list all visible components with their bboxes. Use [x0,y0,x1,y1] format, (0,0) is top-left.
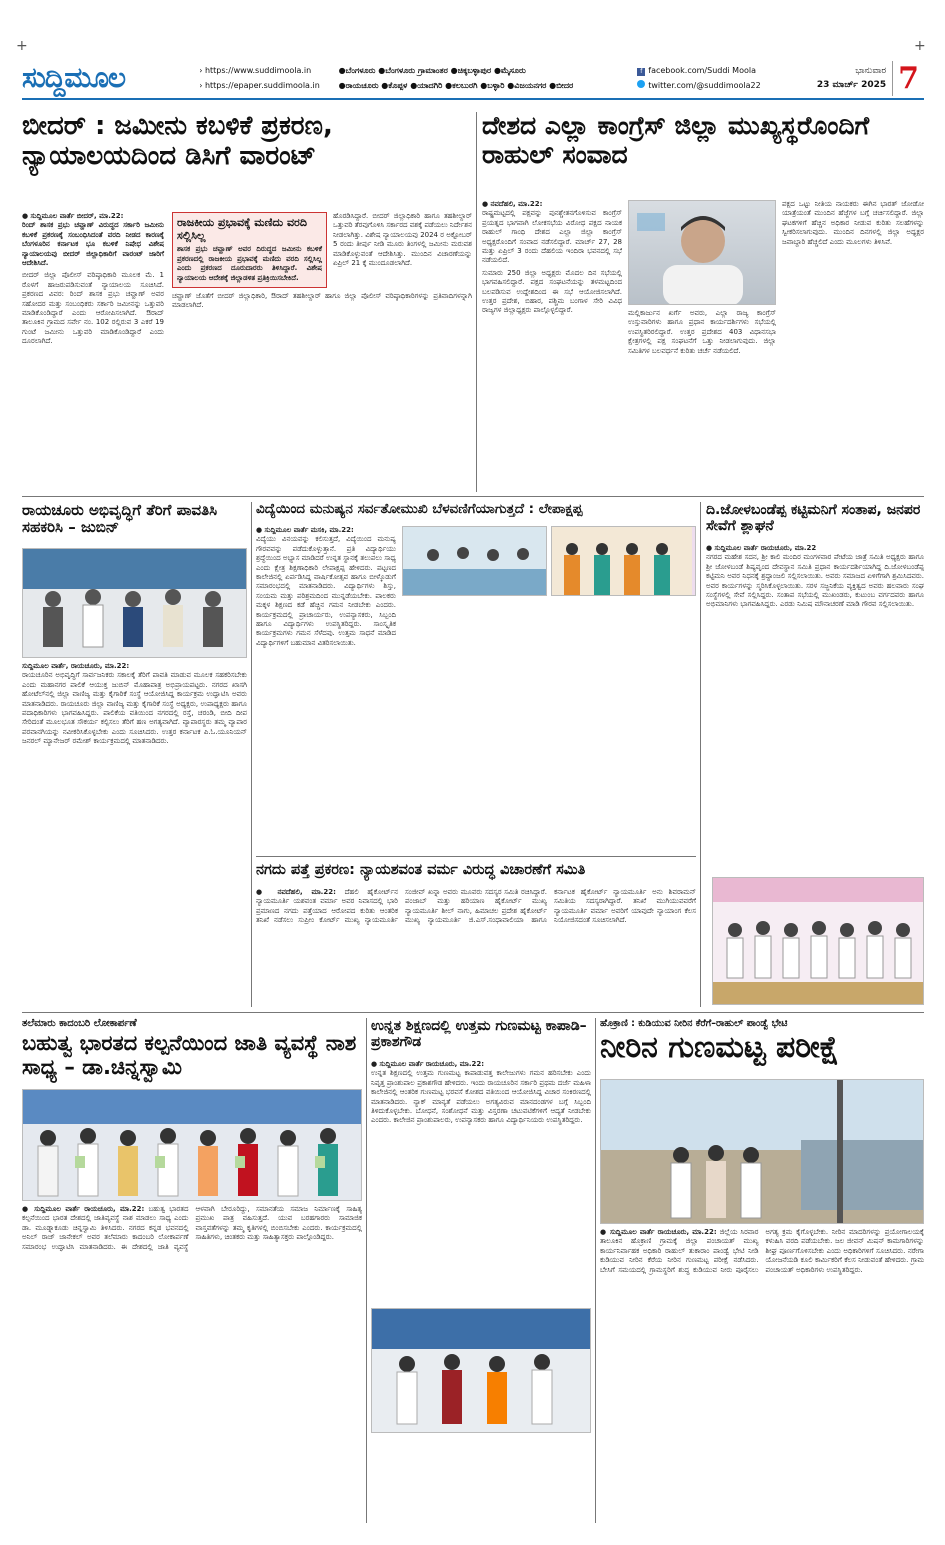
column-divider [595,1018,596,1523]
facebook-icon: f [637,68,645,76]
students-illustration [552,527,692,596]
story-column [22,212,164,347]
story-body: ಹೊರಡಿಸಿದ್ದಾರೆ. ಬೀದರ್ ಜಿಲ್ಲಾಧಿಕಾರಿ ಹಾಗೂ ತಹಶೀಲ್ದಾರ್ ಒತ್ತುವರಿ ತೆರವುಗೊಳಿಸಿ ಸರ್ಕಾರದ ವಶಕ್ಕೆ ಪಡೆಯಲು ನಿರ್ದೇಶನ ನೀಡಲಾಗಿತ್ತು. ವಿಶೇಷ ನ್ಯಾಯಾಲಯವು 2024 ರ ಅಕ್ಟೋಬರ್ 5 ರಂದು ತೀರ್ಪು ನೀಡಿ ಮೂರು ತಿಂಗಳಲ್ಲಿ ಜಮೀನು ಮರುವಶ ಮಾಡಿಕೊಳ್ಳುವಂತೆ ಆದೇಶಿಸಿತ್ತು. ಮುಂದಿನ ವಿಚಾರಣೆಯನ್ನು ಏಪ್ರಿಲ್ 21 ಕ್ಕೆ ಮುಂದೂಡಲಾಗಿದೆ. [333,212,472,268]
sidebar-box-text: ಶಾಸಕ ಪ್ರಭು ಚವ್ಹಾಣ್ ಅವರ ದಿರುದ್ಧದ ಜಮೀನು ಕಬಳಿಕೆ ಪ್ರಕರಣದಲ್ಲಿ ರಾಜಕೀಯ ಪ್ರಭಾವಕ್ಕೆ ಮಣಿದು ವರದಿ ಸಲ್ಲಿಸಿಲ್ಲ ಎಂದು ಪ್ರಕರಣದ ದೂರುದಾರರು ತಿಳಿಸಿದ್ದಾರೆ. ವಿಶೇಷ ನ್ಯಾಯಾಲಯ ಆದೇಶಕ್ಕೆ ಜಿಲ್ಲಾಡಳಿತ ಪ್ರತಿಕ್ರಿಯಿಸಬೇಕಿದೆ. [177,245,322,282]
story-raichur-tax [22,502,247,1007]
story-column [256,526,396,648]
story-byline: ● ಸುದ್ದಿಮೂಲ ವಾರ್ತೆ ರಾಯಚೂರು, ಮಾ.22 [706,544,817,552]
story-column [22,1205,362,1252]
stage-illustration [403,527,547,596]
issue-date-text: 23 ಮಾರ್ಚ್ 2025 [816,80,887,90]
twitter-text: twitter.com/@suddimoola22 [648,81,761,90]
story-water-quality [600,1018,924,1523]
story-kattimani [706,502,924,1007]
event-photo [22,548,247,658]
story-lepakshappa [256,502,696,852]
book-release-photo [22,1089,362,1201]
event-photo [551,526,696,596]
row-divider [22,496,924,497]
story-byline: ● ನವದೆಹಲಿ, ಮಾ.22: [482,200,543,208]
page-number: 7 [892,61,924,96]
story-body: ಜಿಲ್ಲೆಯ ಸಿರವಾರ ತಾಲೂಕಿನ ಹೊಕ್ರಾಣಿ ಗ್ರಾಮಕ್ಕೆ ಜಿಲ್ಲಾ ಪಂಚಾಯತ್ ಮುಖ್ಯ ಕಾರ್ಯನಿರ್ವಾಹಕ ಅಧಿಕಾರಿ ರಾಹುಲ್ ತುಕಾರಾಂ ಪಾಂಡ್ವೆ ಭೇಟಿ ನೀಡಿ ಕುಡಿಯುವ ನೀರಿನ ಕೆರೆಯ ನೀರಿನ ಗುಣಮಟ್ಟ ಪರೀಕ್ಷೆ ನಡೆಸಿದರು. ಬೇಸಿಗೆ ಸಮಯದಲ್ಲಿ ಗ್ರಾಮಸ್ಥರಿಗೆ ಶುದ್ಧ ಕುಡಿಯುವ ನೀರು ಪೂರೈಸಲು ಅಗತ್ಯ ಕ್ರಮ ಕೈಗೊಳ್ಳಬೇಕು. ನೀರಿನ ಮಾದರಿಗಳನ್ನು ಪ್ರಯೋಗಾಲಯಕ್ಕೆ ಕಳುಹಿಸಿ ವರದಿ ಪಡೆಯಬೇಕು. ಜಲ ಜೀವನ್ ಮಿಷನ್ ಕಾಮಗಾರಿಗಳನ್ನು ಶೀಘ್ರ ಪೂರ್ಣಗೊಳಿಸಬೇಕು ಎಂದು ಅಧಿಕಾರಿಗಳಿಗೆ ಸೂಚಿಸಿದರು. ನರೇಗಾ ಯೋಜನೆಯಡಿ ಕೂಲಿ ಕಾರ್ಮಿಕರಿಗೆ ಕೆಲಸ ನೀಡುವಂತೆ ಹೇಳಿದರು. ಗ್ರಾಮ ಪಂಚಾಯತ್ ಅಧಿಕಾರಿಗಳು ಉಪಸ್ಥಿತರಿದ್ದರು. [600,1228,924,1274]
story-headline: ನಗದು ಪತ್ತೆ ಪ್ರಕರಣ: ನ್ಯಾಯಶವಂತ ವರ್ಮ ವಿರುದ್ಧ ವಿಚಾರಣೆಗೆ ಸಮಿತಿ [256,862,586,878]
facebook-text: facebook.com/Suddi Moola [648,66,756,75]
epaper-link[interactable]: › https://epaper.suddimoola.in [199,81,320,90]
facebook-link[interactable] [637,63,806,78]
story-column [256,888,696,926]
story-headline: ಉನ್ನತ ಶಿಕ್ಷಣದಲ್ಲಿ ಉತ್ತಮ ಗುಣಮಟ್ಟ ಕಾಪಾಡಿ–ಪ್ರಕಾಶಗೌಡ [371,1018,587,1051]
district-line-1: ●ಬೆಂಗಳೂರು ●ಬೆಂಗಳೂರು ಗ್ರಾಮಾಂತರ ●ಚಿಕ್ಕಬಳ್ಳಾಪುರ ●ಮೈಸೂರು [338,66,526,75]
twitter-link[interactable] [637,78,806,93]
story-body: ಬೀದರ್ ಜಿಲ್ಲಾ ಪೊಲೀಸ್ ವರಿಷ್ಠಾಧಿಕಾರಿ ಮೂಲಕ ಮೆ. 1 ರೊಳಗೆ ಹಾಜರುಪಡಿಸುವಂತೆ ನ್ಯಾಯಾಲಯ ಸೂಚಿಸಿದೆ. ಪ್ರಕರಣದ ವಿವರ: ರಿಂದ್ ಶಾಸಕ ಪ್ರಭು ಚವ್ಹಾಣ್ ಅವರ ಸಹೋದರ ಮತ್ತು ಸಂಬಂಧಿಕರು ಸರ್ಕಾರಿ ಜಮೀನನ್ನು ಒತ್ತುವರಿ ಮಾಡಿಕೊಂಡಿದ್ದಾರೆ ಎಂದು ಆರೋಪಿಸಲಾಗಿದೆ. ಔರಾದ್ ತಾಲೂಕಿನ ಗ್ರಾಮದ ಸರ್ವೇ ನಂ. 102 ರಲ್ಲಿರುವ 3 ಎಕರೆ 19 ಗುಂಟೆ ಜಮೀನು ಒತ್ತುವರಿ ಮಾಡಿಕೊಂಡಿದ್ದಾರೆ ಎಂದು ದೂರಲಾಗಿದೆ. [22,271,164,346]
column-divider [366,1018,367,1523]
story-body: ಪಕ್ಷದ ಒಟ್ಟು ನೀತಿಯ ನಾಯಕರು ಈಗಿನ ಭಾರತ್ ಜೋಡೋ ಯಾತ್ರೆಯಂತೆ ಮುಂದಿನ ಹೆಜ್ಜೆಗಳ ಬಗ್ಗೆ ಚರ್ಚಿಸಲಿದ್ದಾರೆ. ಜಿಲ್ಲಾ ಘಟಕಗಳಿಗೆ ಹೆಚ್ಚಿನ ಅಧಿಕಾರ ನೀಡುವ ಕುರಿತು ಸಲಹೆಗಳನ್ನು ಸ್ವೀಕರಿಸಲಾಗುವುದು. ಮುಂದಿನ ದಿನಗಳಲ್ಲಿ ಜಿಲ್ಲಾ ಅಧ್ಯಕ್ಷರ ಜವಾಬ್ದಾರಿ ಹೆಚ್ಚಲಿದೆ ಎಂದು ಮೂಲಗಳು ತಿಳಿಸಿವೆ. [782,200,924,246]
seminar-photo [371,1308,591,1433]
story-byline: ಸುದ್ದಿಮೂಲ ವಾರ್ತೆ, ರಾಯಚೂರು, ಮಾ.22: [22,662,130,670]
story-judge-varma [256,862,696,1007]
story-body: ಬಹುತ್ವ ಭಾರತದ ಕಲ್ಪನೆಯಿಂದ ಭಾರತ ದೇಶದಲ್ಲಿ ಜಾತಿವ್ಯವಸ್ಥೆ ನಾಶ ಮಾಡಲು ಸಾಧ್ಯ ಎಂದು ಡಾ. ಮೂಡ್ನಾಕೂಡು ಚಿನ್ನಸ್ವಾಮಿ ತಿಳಿಸಿದರು. ನಗರದ ಕನ್ನಡ ಭವನದಲ್ಲಿ ಅನಿಲ್ ರಾಜ್ ಜಾನೇಕಲ್ ಅವರ ತಲೆಮಾರು ಕಾದಂಬರಿ ಲೋಕಾರ್ಪಣೆ ಸಮಾರಂಭ ಉದ್ಘಾಟಿಸಿ ಮಾತನಾಡಿದರು. ಈ ದೇಶದಲ್ಲಿ ಜಾತಿ ವ್ಯವಸ್ಥೆ ಆಳವಾಗಿ ಬೇರೂರಿದ್ದು, ಸಮಾನತೆಯ ಸಮಾಜ ನಿರ್ಮಾಣಕ್ಕೆ ಸಾಹಿತ್ಯ ಪ್ರಮುಖ ಪಾತ್ರ ವಹಿಸುತ್ತದೆ. ಯುವ ಬರಹಗಾರರು ಸಾಮಾಜಿಕ ವಾಸ್ತವತೆಗಳನ್ನು ತಮ್ಮ ಕೃತಿಗಳಲ್ಲಿ ಬಿಂಬಿಸಬೇಕು ಎಂದರು. ಕಾರ್ಯಕ್ರಮದಲ್ಲಿ ಸಾಹಿತಿಗಳು, ಚಿಂತಕರು ಮತ್ತು ಸಾಹಿತ್ಯಾಸಕ್ತರು ಪಾಲ್ಗೊಂಡಿದ್ದರು. [22,1205,362,1251]
row-divider [22,1012,924,1013]
event-photo [402,526,547,596]
inspection-illustration [601,1080,924,1224]
crop-mark-right: + [914,38,926,54]
story-byline: ● ಸುದ್ದಿಮೂಲ ವಾರ್ತೆ ಮಸಕಿ, ಮಾ.22: [256,526,354,534]
story-body: ಸುಮಾರು 250 ಜಿಲ್ಲಾ ಅಧ್ಯಕ್ಷರು ಮೊದಲ ದಿನ ಸಭೆಯಲ್ಲಿ ಭಾಗವಹಿಸಲಿದ್ದಾರೆ. ಪಕ್ಷದ ಸಂಘಟನೆಯನ್ನು ತಳಮಟ್ಟದಿಂದ ಬಲಪಡಿಸುವ ಉದ್ದೇಶದಿಂದ ಈ ಸಭೆ ಆಯೋಜಿಸಲಾಗಿದೆ. ಉತ್ತರ ಪ್ರದೇಶ, ಬಿಹಾರ, ಪಶ್ಚಿಮ ಬಂಗಾಳ ಸೇರಿ ವಿವಿಧ ರಾಜ್ಯಗಳ ಜಿಲ್ಲಾಧ್ಯಕ್ಷರು ಪಾಲ್ಗೊಳ್ಳಲಿದ್ದಾರೆ. [482,268,622,315]
row-divider [256,856,696,857]
issue-date [807,64,887,92]
story-headline: ನೀರಿನ ಗುಣಮಟ್ಟ ಪರೀಕ್ಷೆ [600,1030,840,1065]
story-byline: ● ಸುದ್ದಿಮೂಲ ವಾರ್ತೆ ಬೀದರ್, ಮಾ.22: [22,212,124,220]
group-event-illustration [23,549,247,658]
story-headline: ದೇಶದ ಎಲ್ಲಾ ಕಾಂಗ್ರೆಸ್ ಜಿಲ್ಲಾ ಮುಖ್ಯಸ್ಥರೊಂದಿಗೆ ರಾಹುಲ್ ಸಂವಾದ [482,112,870,169]
story-headline: ರಾಯಚೂರು ಅಭಿವೃದ್ಧಿಗೆ ತೆರಿಗೆ ಪಾವತಿಸಿ ಸಹಕರಿಸಿ – ಜುಬಿನ್ [22,502,218,537]
story-body: ಚವ್ಹಾಣ್ ಜೊತೆಗೆ ಬೀದರ್ ಜಿಲ್ಲಾಧಿಕಾರಿ, ಔರಾದ್ ತಹಶೀಲ್ದಾರ್ ಹಾಗೂ ಜಿಲ್ಲಾ ಪೊಲೀಸ್ ವರಿಷ್ಠಾಧಿಕಾರಿಗಳನ್ನು ಪ್ರತಿವಾದಿಗಳನ್ನಾಗಿ ಮಾಡಲಾಗಿದೆ. [172,291,472,310]
story-kicker: ಹೊಕ್ರಾಣಿ : ಕುಡಿಯುವ ನೀರಿನ ಕೆರೆಗೆ–ರಾಹುಲ್ ಪಾಂಡ್ವೆ ಭೇಟಿ [600,1018,788,1029]
story-body: ವಿದ್ಯೆಯು ವಿನಯವನ್ನು ಕಲಿಸುತ್ತದೆ, ವಿದ್ಯೆಯಿಂದ ಮನುಷ್ಯ ಗೌರವವನ್ನು ಪಡೆದುಕೊಳ್ಳುತ್ತಾನೆ. ಪ್ರತಿ ವಿದ್ಯಾರ್ಥಿಯು ಶ್ರದ್ಧೆಯಿಂದ ಅಭ್ಯಾಸ ಮಾಡಿದರೆ ಉನ್ನತ ಸ್ಥಾನಕ್ಕೆ ತಲುಪಲು ಸಾಧ್ಯ ಎಂದು ಕ್ಷೇತ್ರ ಶಿಕ್ಷಣಾಧಿಕಾರಿ ಲೇಪಾಕ್ಷಪ್ಪ ಹೇಳಿದರು. ಪಟ್ಟಣದ ಕಾಲೇಜಿನಲ್ಲಿ ಏರ್ಪಡಿಸಿದ್ದ ವಾರ್ಷಿಕೋತ್ಸವ ಹಾಗೂ ಬೀಳ್ಕೊಡುಗೆ ಸಮಾರಂಭದಲ್ಲಿ ಮಾತನಾಡಿದರು. ವಿದ್ಯಾರ್ಥಿಗಳು ಶಿಸ್ತು, ಸಂಯಮ ಮತ್ತು ಪರಿಶ್ರಮದಿಂದ ಮುನ್ನಡೆಯಬೇಕು. ಪಾಲಕರು ಮಕ್ಕಳ ಶಿಕ್ಷಣದ ಕಡೆ ಹೆಚ್ಚಿನ ಗಮನ ನೀಡಬೇಕು ಎಂದರು. ಕಾರ್ಯಕ್ರಮದಲ್ಲಿ ಪ್ರಾಚಾರ್ಯರು, ಉಪನ್ಯಾಸಕರು, ಸಿಬ್ಬಂದಿ ಹಾಗೂ ವಿದ್ಯಾರ್ಥಿಗಳು ಉಪಸ್ಥಿತರಿದ್ದರು. ಸಾಂಸ್ಕೃತಿಕ ಕಾರ್ಯಕ್ರಮಗಳು ಗಮನ ಸೆಳೆದವು. ಉತ್ತಮ ಸಾಧನೆ ಮಾಡಿದ ವಿದ್ಯಾರ್ಥಿಗಳಿಗೆ ಬಹುಮಾನ ವಿತರಿಸಲಾಯಿತು. [256,535,396,647]
story-lede: ರಿಂದ್ ಶಾಸಕ ಪ್ರಭು ಚವ್ಹಾಣ್ ವಿರುದ್ಧದ ಸರ್ಕಾರಿ ಜಮೀನು ಕಬಳಿಕೆ ಪ್ರಕರಣಕ್ಕೆ ಸಂಬಂಧಿಸಿದಂತೆ ವರದಿ ನೀಡದ ಕಾರಣಕ್ಕೆ ಬೆಂಗಳೂರಿನ ಕರ್ನಾಟಕ ಭೂ ಕಬಳಿಕೆ ನಿಷೇಧ ವಿಶೇಷ ನ್ಯಾಯಾಲಯವು ಬೀದರ್ ಜಿಲ್ಲಾಧಿಕಾರಿಗೆ ವಾರಂಟ್ ಜಾರಿಗೆ ಆದೇಶಿಸಿದೆ. [22,221,164,268]
story-column [22,662,247,747]
story-chinnaswamy [22,1018,362,1523]
story-byline: ● ಸುದ್ದಿಮೂಲ ವಾರ್ತೆ ರಾಯಚೂರು, ಮಾ.22: [371,1060,485,1068]
story-column [482,200,622,356]
story-headline: ದಿ.ಜೋಳಬಂಡೆಪ್ಪ ಕಟ್ಟಿಮನಿಗೆ ಸಂತಾಪ, ಜನಪರ ಸೇವೆಗೆ ಶ್ಲಾಘನೆ [706,502,921,535]
story-column [706,544,924,610]
story-body: ರಾಷ್ಟ್ರಮಟ್ಟದಲ್ಲಿ ಪಕ್ಷವನ್ನು ಪುನಶ್ಚೇತನಗೊಳಿಸುವ ಕಾಂಗ್ರೆಸ್ ಪ್ರಯತ್ನದ ಭಾಗವಾಗಿ ಲೋಕಸಭೆಯ ವಿರೋಧ ಪಕ್ಷದ ನಾಯಕ ರಾಹುಲ್ ಗಾಂಧಿ ದೇಶದ ಎಲ್ಲಾ ಜಿಲ್ಲಾ ಕಾಂಗ್ರೆಸ್ ಅಧ್ಯಕ್ಷರೊಂದಿಗೆ ಸಂವಾದ ನಡೆಸಲಿದ್ದಾರೆ. ಮಾರ್ಚ್ 27, 28 ಮತ್ತು ಏಪ್ರಿಲ್ 3 ರಂದು ದೆಹಲಿಯ ಇಂದಿರಾ ಭವನದಲ್ಲಿ ಸಭೆ ನಡೆಯಲಿದೆ. [482,209,622,265]
column-divider [251,502,252,1007]
condolence-photo [712,877,924,1005]
story-byline: ● ಸುದ್ದಿಮೂಲ ವಾರ್ತೆ ರಾಯಚೂರು, ಮಾ.22: [22,1205,145,1213]
issue-day: ಭಾನುವಾರ [855,66,887,76]
district-line-2: ●ರಾಯಚೂರು ●ಕೊಪ್ಪಳ ●ಯಾದಗಿರಿ ●ಕಲಬುರಗಿ ●ಬಳ್ಳಾರಿ ●ವಿಜಯನಗರ ●ಬೀದರ [338,81,574,90]
masthead [22,58,924,100]
district-list [339,63,638,93]
story-bidar-land [22,112,472,492]
story-kicker: ತಲೆಮಾರು ಕಾದಂಬರಿ ಲೋಕಾರ್ಪಣೆ [22,1018,137,1029]
story-column [371,1060,591,1126]
story-body: ದೆಹಲಿ ಹೈಕೋರ್ಟ್‌ನ ನ್ಯಾಯಮೂರ್ತಿ ಯಶವಂತ ವರ್ಮಾ ಅವರ ನಿವಾಸದಲ್ಲಿ ಭಾರಿ ಪ್ರಮಾಣದ ನಗದು ಪತ್ತೆಯಾದ ಆರೋಪದ ಕುರಿತು ಆಂತರಿಕ ತನಿಖೆ ನಡೆಸಲು ಸುಪ್ರೀಂ ಕೋರ್ಟ್ ಮುಖ್ಯ ನ್ಯಾಯಮೂರ್ತಿ ಸಂಜೀವ್ ಖನ್ನಾ ಅವರು ಮೂವರು ಸದಸ್ಯರ ಸಮಿತಿ ರಚಿಸಿದ್ದಾರೆ. ಪಂಜಾಬ್ ಮತ್ತು ಹರಿಯಾಣ ಹೈಕೋರ್ಟ್ ಮುಖ್ಯ ನ್ಯಾಯಮೂರ್ತಿ ಶೀಲ್ ನಾಗು, ಹಿಮಾಚಲ ಪ್ರದೇಶ ಹೈಕೋರ್ಟ್ ಮುಖ್ಯ ನ್ಯಾಯಮೂರ್ತಿ ಜಿ.ಎಸ್.ಸಂಧಾವಾಲಿಯಾ ಹಾಗೂ ಕರ್ನಾಟಕ ಹೈಕೋರ್ಟ್ ನ್ಯಾಯಮೂರ್ತಿ ಅನು ಶಿವರಾಮನ್ ಸಮಿತಿಯ ಸದಸ್ಯರಾಗಿದ್ದಾರೆ. ತನಿಖೆ ಮುಗಿಯುವವರೆಗೆ ನ್ಯಾಯಮೂರ್ತಿ ವರ್ಮಾ ಅವರಿಗೆ ಯಾವುದೇ ನ್ಯಾಯಾಂಗ ಕೆಲಸ ನಿಯೋಜಿಸದಂತೆ ಸೂಚಿಸಲಾಗಿದೆ. [256,888,696,925]
book-release-illustration [23,1090,362,1201]
story-byline: ● ನವದೆಹಲಿ, ಮಾ.22: [256,888,336,896]
story-body: ನಗರದ ಮಹೇಶ ಸದನ, ಶ್ರೀ ಕಾಲಿ ಮಂದಿರ ಮಂಗಳವಾರ ಪೇಟೆಯ ಜಾತ್ರೆ ಸಮಿತಿ ಅಧ್ಯಕ್ಷರು ಹಾಗೂ ಶ್ರೀ ಜೋಳಬಂಡೆ ಶಿಷ್ಯವೃಂದ ದೇವಸ್ಥಾನ ಸಮಿತಿ ಪ್ರಧಾನ ಕಾರ್ಯದರ್ಶಿಯಾಗಿದ್ದ ದಿ.ಜೋಳಬಂಡೆಪ್ಪ ಕಟ್ಟಿಮನಿ ಅವರ ನಿಧನಕ್ಕೆ ಶ್ರದ್ಧಾಂಜಲಿ ಸಲ್ಲಿಸಲಾಯಿತು. ಅವರು ಸಮಾಜದ ಏಳಿಗೆಗಾಗಿ ಶ್ರಮಿಸಿದವರು. ಅವರ ಕಾರ್ಯಗಳನ್ನು ಸ್ಮರಿಸಿಕೊಳ್ಳಲಾಯಿತು. ಸರಳ ಸಜ್ಜನಿಕೆಯ ವ್ಯಕ್ತಿತ್ವದ ಅವರು ಹಲವಾರು ಸಂಘ ಸಂಸ್ಥೆಗಳಲ್ಲಿ ಸೇವೆ ಸಲ್ಲಿಸಿದ್ದರು. ಸಂತಾಪ ಸಭೆಯಲ್ಲಿ ಮುಖಂಡರು, ಕುಟುಂಬ ವರ್ಗದವರು ಹಾಗೂ ಅಭಿಮಾನಿಗಳು ಭಾಗವಹಿಸಿದ್ದರು. ಎರಡು ನಿಮಿಷ ಮೌನಾಚರಣೆ ಮಾಡಿ ಗೌರವ ಸಲ್ಲಿಸಲಾಯಿತು. [706,553,924,609]
newspaper-logo: ಸುದ್ದಿಮೂಲ [22,61,126,94]
website-links [199,63,338,93]
water-inspection-photo [600,1079,924,1224]
story-body: ಉನ್ನತ ಶಿಕ್ಷಣದಲ್ಲಿ ಉತ್ತಮ ಗುಣಮಟ್ಟ ಕಾಪಾಡುವತ್ತ ಕಾಲೇಜುಗಳು ಗಮನ ಹರಿಸಬೇಕು ಎಂದು ನಿವೃತ್ತ ಪ್ರಾಂಶುಪಾಲ ಪ್ರಕಾಶಗೌಡ ಹೇಳಿದರು. ಇಂದು ರಾಯಚೂರಿನ ಸರ್ಕಾರಿ ಪ್ರಥಮ ದರ್ಜೆ ಮಹಿಳಾ ಕಾಲೇಜಿನಲ್ಲಿ ಆಂತರಿಕ ಗುಣಮಟ್ಟ ಭರವಸೆ ಕೋಶದ ವತಿಯಿಂದ ಆಯೋಜಿಸಿದ್ದ ವಿಚಾರ ಸಂಕಿರಣದಲ್ಲಿ ಮಾತನಾಡಿದರು. ನ್ಯಾಕ್ ಮಾನ್ಯತೆ ಪಡೆಯಲು ಅಗತ್ಯವಿರುವ ಮಾನದಂಡಗಳ ಬಗ್ಗೆ ಸಿಬ್ಬಂದಿ ತಿಳಿದುಕೊಳ್ಳಬೇಕು. ಬೋಧನೆ, ಸಂಶೋಧನೆ ಮತ್ತು ವಿಸ್ತರಣಾ ಚಟುವಟಿಕೆಗಳಿಗೆ ಆದ್ಯತೆ ನೀಡಬೇಕು ಎಂದರು. ಕಾಲೇಜಿನ ಪ್ರಾಂಶುಪಾಲರು, ಉಪನ್ಯಾಸಕರು ಹಾಗೂ ವಿದ್ಯಾರ್ಥಿನಿಯರು ಉಪಸ್ಥಿತರಿದ್ದರು. [371,1069,591,1125]
story-headline: ಬಹುತ್ವ ಭಾರತದ ಕಲ್ಪನೆಯಿಂದ ಜಾತಿ ವ್ಯವಸ್ಥೆ ನಾಶ ಸಾಧ್ಯ – ಡಾ.ಚಿನ್ನಸ್ವಾಮಿ [22,1031,357,1080]
story-body: ರಾಯಚೂರಿನ ಅಭಿವೃದ್ಧಿಗೆ ಸಾರ್ವಜನಿಕರು ಸಕಾಲಕ್ಕೆ ತೆರಿಗೆ ಪಾವತಿ ಮಾಡುವ ಮೂಲಕ ಸಹಕರಿಸಬೇಕು ಎಂದು ಮಹಾನಗರ ಪಾಲಿಕೆ ಆಯುಕ್ತ ಜುಬಿನ್ ಮೊಹಾಪಾತ್ರ ಅಭಿಪ್ರಾಯಪಟ್ಟರು. ನಗರದ ಖಾಸಗಿ ಹೋಟೆಲ್‌ನಲ್ಲಿ ಜಿಲ್ಲಾ ವಾಣಿಜ್ಯ ಮತ್ತು ಕೈಗಾರಿಕೆ ಸಂಸ್ಥೆ ಆಯೋಜಿಸಿದ್ದ ಕಾರ್ಯಕ್ರಮ ಉದ್ಘಾಟಿಸಿ ಅವರು ಮಾತನಾಡಿದರು. ರಾಯಚೂರು ಜಿಲ್ಲಾ ವಾಣಿಜ್ಯ ಮತ್ತು ಕೈಗಾರಿಕೆ ಸಂಸ್ಥೆ ಅಧ್ಯಕ್ಷರು, ಉಪಾಧ್ಯಕ್ಷರು ಹಾಗೂ ಪದಾಧಿಕಾರಿಗಳು ಭಾಗವಹಿಸಿದ್ದರು. ಪಾಲಿಕೆಯ ವತಿಯಿಂದ ನಗರದಲ್ಲಿ ರಸ್ತೆ, ಚರಂಡಿ, ಬೀದಿ ದೀಪ ಸೇರಿದಂತೆ ಮೂಲಭೂತ ಸೌಕರ್ಯ ಕಲ್ಪಿಸಲು ತೆರಿಗೆ ಹಣ ಅಗತ್ಯವಾಗಿದೆ. ವ್ಯಾಪಾರಸ್ಥರು ತಮ್ಮ ವ್ಯಾಪಾರ ಪರವಾನಗಿಯನ್ನು ನವೀಕರಿಸಿಕೊಳ್ಳಬೇಕು ಎಂದು ಸೂಚಿಸಿದರು. ಉತ್ತರ ಕರ್ನಾಟಕ ಪಿ.ಓ.ಯೂನಿಯನ್ ಜನರಲ್ ಮ್ಯಾನೇಜರ್ ರಮೇಶ್ ಕಾರ್ಯಕ್ರಮದಲ್ಲಿ ಮಾತನಾಡಿದರು. [22,671,247,746]
sidebar-box-title: ರಾಜಕೀಯ ಪ್ರಭಾವಕ್ಕೆ ಮಣಿದು ವರದಿ ಸಲ್ಲಿಸಿಲ್ಲ [177,216,307,242]
story-rahul-samvada [482,112,924,492]
sidebar-box [172,212,327,288]
column-divider [700,502,701,1007]
column-divider [476,112,477,492]
story-headline: ಬೀದರ್ : ಜಮೀನು ಕಬಳಿಕೆ ಪ್ರಕರಣ, ನ್ಯಾಯಾಲಯದಿಂದ ಡಿಸಿಗೆ ವಾರಂಟ್ [22,112,333,171]
story-prakashgowda [371,1018,591,1523]
website-link[interactable]: › https://www.suddimoola.in [199,66,312,75]
seminar-illustration [372,1309,591,1433]
story-headline: ವಿದ್ಯೆಯಿಂದ ಮನುಷ್ಯನ ಸರ್ವತೋಮುಖಿ ಬೆಳವಣಿಗೆಯಾಗುತ್ತದೆ : ಲೇಪಾಕ್ಷಪ್ಪ [256,502,583,517]
story-body: ಮಲ್ಲಿಕಾರ್ಜುನ ಖರ್ಗೆ ಅವರು, ಎಲ್ಲಾ ರಾಜ್ಯ ಕಾಂಗ್ರೆಸ್ ಉಸ್ತುವಾರಿಗಳು ಹಾಗೂ ಪ್ರಧಾನ ಕಾರ್ಯದರ್ಶಿಗಳು ಸಭೆಯಲ್ಲಿ ಉಪಸ್ಥಿತರಿರಲಿದ್ದಾರೆ. ಉತ್ತರ ಪ್ರದೇಶದ 403 ವಿಧಾನಸಭಾ ಕ್ಷೇತ್ರಗಳಲ್ಲಿ ಪಕ್ಷ ಸಂಘಟನೆಗೆ ಒತ್ತು ನೀಡಲಾಗುವುದು. ಜಿಲ್ಲಾ ಸಮಿತಿಗಳ ಬಲವರ್ಧನೆ ಕುರಿತು ಚರ್ಚೆ ನಡೆಯಲಿದೆ. [628,309,776,355]
story-byline: ● ಸುದ್ದಿಮೂಲ ವಾರ್ತೆ ರಾಯಚೂರು, ಮಾ.22: [600,1228,717,1236]
crop-mark-left: + [16,38,28,54]
story-column [600,1228,924,1275]
meeting-illustration [713,878,924,1005]
social-links [637,63,806,93]
portrait-illustration [629,201,776,305]
rahul-gandhi-photo [628,200,776,305]
twitter-icon [637,80,645,88]
